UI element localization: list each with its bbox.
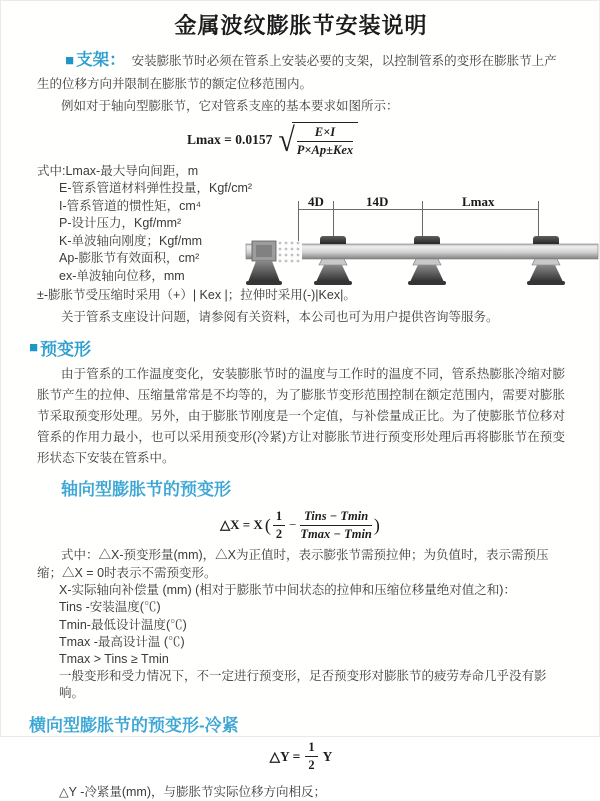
support-example-text: 例如对于轴向型膨胀节，它对管系支座的基本要求如图所示： (61, 99, 399, 113)
definition-item: K-单波轴向刚度；Kgf/mm (59, 233, 203, 248)
lmax-fraction (297, 125, 353, 158)
page-title: 金属波纹膨胀节安装说明 (174, 13, 428, 38)
dy-formula-rhs: Y (322, 748, 333, 764)
definition-line: 一般变形和受力情况下，不一定进行预变形，足否预变形对膨胀节的疲劳寿命几乎没有影响。 (59, 669, 547, 701)
axial-definition-lines (37, 582, 565, 702)
lmax-fraction-numerator: E×I (297, 125, 353, 142)
definition-line: Tins -安装温度(℃) (59, 600, 161, 615)
guide-support (527, 236, 565, 285)
temp-numerator: Tins − Tmin (300, 509, 371, 526)
definition-line: Tmax > Tins ≥ Tmin (59, 651, 169, 666)
definition-item: E-管系管道材料弹性投量，Kgf/cm² (59, 181, 253, 196)
dy-numerator: 1 (305, 740, 317, 757)
predeform-section-heading (29, 335, 565, 360)
section-square-icon: ■ (29, 339, 39, 357)
symbol-definitions-block (37, 163, 565, 287)
dim-label-4d: 4D (308, 193, 324, 209)
guide-support (314, 236, 352, 285)
lateral-predeform-formula (37, 742, 565, 772)
lmax-fraction-denominator: P×Ap±Kex (296, 142, 354, 157)
support-section-heading: 支架： (76, 51, 126, 69)
dx-formula-lhs: △X = X (220, 517, 263, 533)
axial-subsection-heading: 轴向型膨胀节的预变形 (61, 480, 231, 500)
definition-line: X-实际轴向补偿量 (mm) (相对于膨胀节中间状态的拉伸和压缩位移量绝对值之和)： (59, 583, 516, 598)
lmax-formula-lhs: Lmax = 0.0157 (187, 131, 273, 147)
lateral-subsection-heading: 横向型膨胀节的预变形-冷紧 (29, 715, 239, 735)
definition-item: ex-单波轴向位移，mm (59, 269, 185, 284)
plus-minus-note: ±-膨胀节受压缩时采用（+）| Kex |；拉伸时采用(-)|Kex|。 (37, 287, 356, 302)
section-square-icon: ■ (65, 52, 75, 69)
minus-sign: − (289, 517, 297, 533)
consulting-note: 关于管系支座设计问题，请参阅有关资料，本公司也可为用户提供咨询等服务。 (61, 310, 499, 325)
dim-label-14d: 14D (366, 193, 389, 209)
pipe-support-spacing-diagram (246, 193, 598, 289)
bellows-expansion-joint (276, 241, 302, 262)
definition-item: I-管系管道的惯性矩，cm⁴ (59, 198, 202, 213)
dimension-lines (298, 201, 539, 241)
dim-label-lmax: Lmax (462, 193, 495, 209)
definition-line: Tmax -最高设计温 (℃) (59, 634, 185, 649)
dy-formula-lhs: △Y = (269, 748, 301, 764)
open-paren: ( (264, 514, 271, 535)
dx-definition-paragraph: 式中：△X-预变形量(mm)，△X为正值时，表示膨张节需预拉伸；为负值时，表示需预压缩；△X = 0时表示不需预变形。 (37, 548, 549, 581)
dy-denominator: 2 (308, 758, 315, 773)
half-denominator: 2 (275, 526, 283, 541)
temperature-fraction (300, 509, 371, 542)
dy-half-fraction (305, 740, 317, 773)
predeform-heading-text: 预变形 (40, 340, 92, 360)
support-intro-text: 安装膨胀节时必须在管系上安装必要的支架，以控制管系的变形在膨胀节上产生的位移方向并限制在膨胀节的额定位移范围内。 (37, 54, 557, 91)
definitions-lead: 式中:Lmax-最大导向间距，m (37, 163, 199, 178)
guide-support (408, 236, 446, 285)
axial-predeform-formula (37, 506, 565, 544)
temp-denominator: Tmax − Tmin (300, 526, 372, 541)
support-diagram-svg (246, 193, 598, 289)
half-fraction (273, 509, 285, 542)
definition-line: Tmin-最低设计温度(℃) (59, 617, 187, 632)
close-paren: ) (373, 514, 380, 535)
sqrt-vinculum (292, 122, 358, 158)
lmax-formula: Lmax = 0.0157 √ E×I P×Ap±Kex (187, 122, 565, 158)
support-paragraph (37, 49, 565, 95)
predeform-paragraph: 由于管系的工作温度变化，安装膨胀节时的温度与工作时的温度不同，管系热膨胀冷缩对膨胀节产生的拉伸、压缩量常常是不均等的，为了膨胀节变形范围控制在额定范围内，需要对膨胀节采取预变形处理。另外，由于膨胀节刚度是一个定值，与补偿量成正比。为了使膨胀节位移对管系的作用力最小，也可以采用预变形(冷紧)方让对膨胀节进行预变形处理后再将膨胀节在预变形状态下安装在管系中。 (37, 367, 565, 466)
dy-definition-line: △Y -冷紧量(mm)，与膨胀节实际位移方向相反； (59, 784, 327, 799)
definition-item: Ap-膨胀节有效面积，cm² (59, 251, 200, 266)
half-numerator: 1 (273, 509, 285, 526)
definition-item: P-设计压力，Kgf/mm² (59, 216, 182, 231)
